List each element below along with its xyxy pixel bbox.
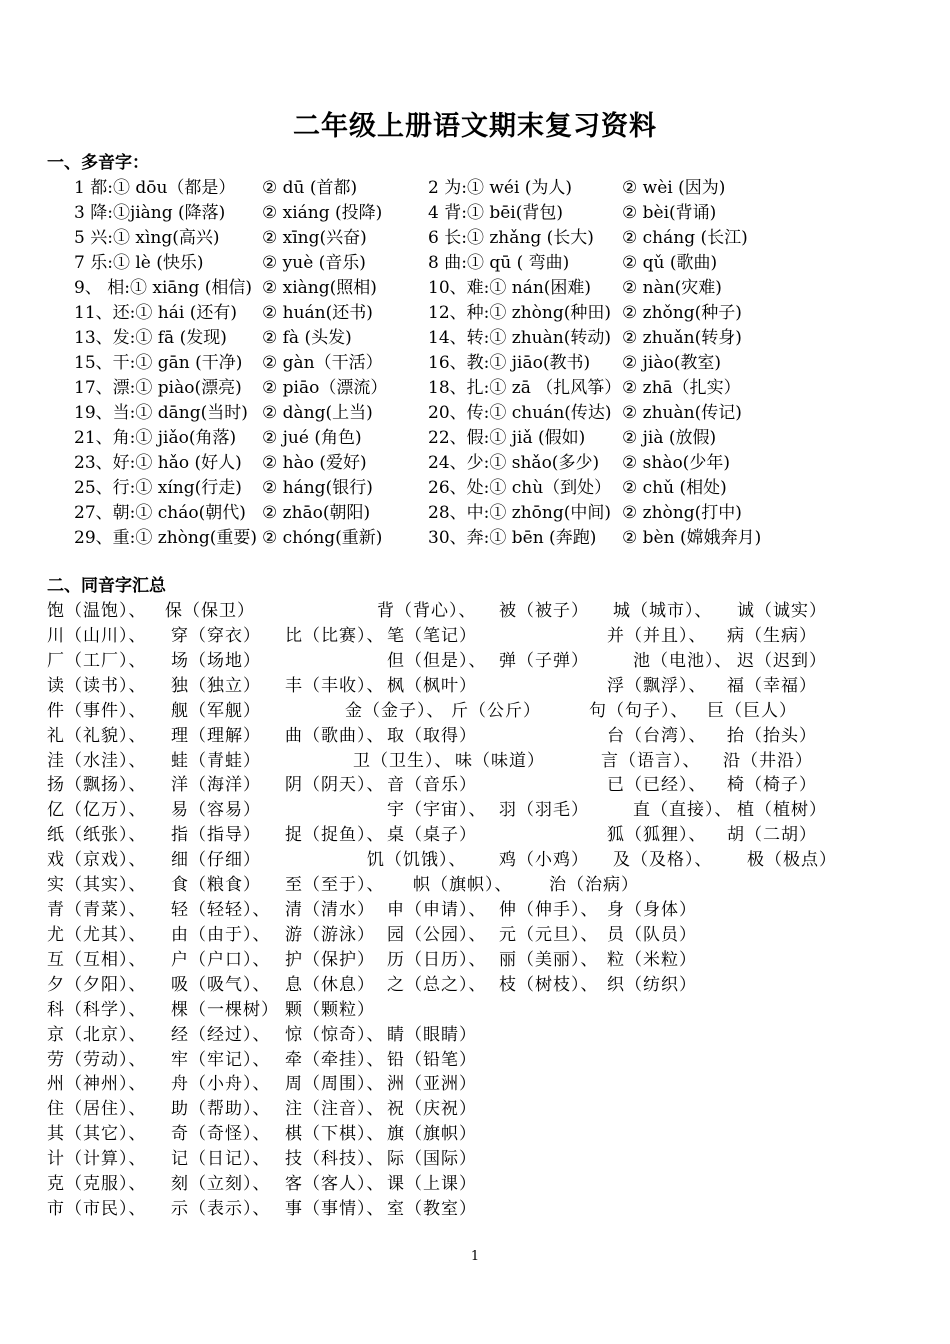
homophone-entry: 理（理解） bbox=[171, 725, 261, 746]
homophone-entry: 记（日记）、 bbox=[171, 1149, 271, 1170]
homophone-entry: 金（金子）、 bbox=[345, 700, 445, 721]
homophone-entry: 但（但是）、 bbox=[387, 650, 487, 671]
homophone-entry: 克（克服）、 bbox=[47, 1174, 147, 1195]
polyphone-entry: ② dū (首都) bbox=[262, 178, 358, 198]
homophone-entry: 息（休息） bbox=[285, 974, 375, 995]
homophone-entry: 比（比赛）、 bbox=[285, 625, 385, 646]
homophone-entry: 诚（诚实） bbox=[737, 601, 827, 621]
homophone-entry: 劳（劳动）、 bbox=[47, 1049, 147, 1070]
polyphone-entry: 21、角:① jiǎo(角落) bbox=[74, 428, 237, 448]
homophone-entry: 弹（子弹） bbox=[499, 650, 589, 671]
homophone-entry: 舰（军舰） bbox=[171, 700, 261, 721]
homophone-entry: 福（幸福） bbox=[727, 675, 817, 696]
polyphone-entry: 5 兴:① xìng(高兴) bbox=[74, 228, 220, 248]
polyphone-entry: ② jué (角色) bbox=[262, 428, 362, 448]
homophone-entry: 身（身体） bbox=[607, 900, 697, 921]
polyphone-entry: 22、假:① jiǎ (假如) bbox=[428, 428, 586, 448]
polyphone-entry: ② chóng(重新) bbox=[262, 528, 383, 548]
polyphone-entry: 6 长:① zhǎng (长大) bbox=[428, 228, 594, 248]
homophone-entry: 读（读书）、 bbox=[47, 675, 147, 696]
polyphone-entry: ② gàn（干活） bbox=[262, 353, 383, 373]
polyphone-entry: 9、 相:① xiāng (相信) bbox=[74, 278, 253, 298]
homophone-entry: 牢（牢记）、 bbox=[171, 1049, 271, 1070]
homophone-entry: 洲（亚洲） bbox=[387, 1074, 477, 1095]
polyphone-entry: 7 乐:① lè (快乐) bbox=[74, 253, 204, 273]
homophone-entry: 音（音乐） bbox=[387, 775, 477, 796]
homophone-entry: 食（粮食） bbox=[171, 875, 261, 896]
homophone-entry: 饱（温饱）、 bbox=[47, 601, 147, 621]
polyphone-entry: 27、朝:① cháo(朝代) bbox=[74, 503, 246, 523]
homophone-entry: 尤（尤其）、 bbox=[47, 924, 147, 945]
homophone-entry: 注（注音）、 bbox=[285, 1099, 385, 1120]
homophone-entry: 抬（抬头） bbox=[727, 725, 817, 746]
polyphone-entry: 4 背:① bēi(背包) bbox=[428, 203, 563, 223]
homophone-entry: 捉（捉鱼）、 bbox=[285, 825, 385, 846]
polyphone-entry: 10、难:① nán(困难) bbox=[428, 278, 592, 298]
polyphone-entry: 3 降:①jiàng (降落) bbox=[74, 203, 226, 223]
homophone-entry: 护（保护） bbox=[285, 949, 375, 970]
homophone-entry: 味（味道） bbox=[455, 750, 545, 771]
homophone-entry: 件（事件）、 bbox=[47, 700, 147, 721]
polyphone-entry: 8 曲:① qū ( 弯曲) bbox=[428, 253, 570, 273]
homophone-entry: 戏（京戏）、 bbox=[47, 850, 147, 871]
polyphone-entry: ② piāo（漂流） bbox=[262, 378, 388, 398]
homophone-entry: 枝（树枝）、 bbox=[499, 974, 599, 995]
polyphone-entry: ② nàn(灾难) bbox=[622, 278, 722, 298]
homophone-entry: 浮（飘浮）、 bbox=[607, 675, 707, 696]
homophone-entry: 事（事情）、 bbox=[285, 1199, 385, 1220]
homophone-entry: 清（清水） bbox=[285, 900, 375, 921]
homophone-entry: 旗（旗帜） bbox=[387, 1124, 477, 1145]
homophone-entry: 帜（旗帜）、 bbox=[413, 875, 513, 896]
homophone-entry: 羽（羽毛） bbox=[499, 800, 589, 821]
homophone-entry: 粒（米粒） bbox=[607, 949, 697, 970]
homophone-entry: 穿（穿衣） bbox=[171, 625, 261, 646]
homophone-entry: 祝（庆祝） bbox=[387, 1099, 477, 1120]
homophone-entry: 颗（颗粒） bbox=[285, 999, 375, 1020]
homophone-entry: 鸡（小鸡） bbox=[499, 850, 589, 871]
section-heading-homophones: 二、同音字汇总 bbox=[47, 576, 166, 596]
polyphone-entry: 17、漂:① piào(漂亮) bbox=[74, 378, 242, 398]
homophone-entry: 铅（铅笔） bbox=[387, 1049, 477, 1070]
homophone-entry: 历（日历）、 bbox=[387, 949, 487, 970]
homophone-entry: 厂（工厂）、 bbox=[47, 650, 147, 671]
polyphone-entry: ② shào(少年) bbox=[622, 453, 730, 473]
homophone-entry: 园（公园）、 bbox=[387, 924, 487, 945]
homophone-entry: 实（其实）、 bbox=[47, 875, 147, 896]
polyphone-entry: ② bèi(背诵) bbox=[622, 203, 717, 223]
homophone-entry: 细（仔细） bbox=[171, 850, 261, 871]
polyphone-entry: 20、传:① chuán(传达) bbox=[428, 403, 612, 423]
homophone-entry: 治（治病） bbox=[549, 875, 639, 896]
homophone-entry: 桌（桌子） bbox=[387, 825, 477, 846]
polyphone-entry: ② bèn (嫦娥奔月) bbox=[622, 528, 762, 548]
homophone-entry: 直（直接）、 bbox=[633, 800, 733, 821]
homophone-entry: 织（纺织） bbox=[607, 974, 697, 995]
homophone-entry: 睛（眼睛） bbox=[387, 1024, 477, 1045]
homophone-entry: 之（总之）、 bbox=[387, 974, 487, 995]
homophone-entry: 住（居住）、 bbox=[47, 1099, 147, 1120]
homophone-entry: 斤（公斤） bbox=[451, 700, 541, 721]
homophone-entry: 川（山川）、 bbox=[47, 625, 147, 646]
homophone-entry: 青（青菜）、 bbox=[47, 900, 147, 921]
polyphone-entry: ② zhāo(朝阳) bbox=[262, 503, 371, 523]
homophone-entry: 计（计算）、 bbox=[47, 1149, 147, 1170]
homophone-entry: 室（教室） bbox=[387, 1199, 477, 1220]
homophone-entry: 亿（亿万）、 bbox=[47, 800, 147, 821]
polyphone-entry: ② háng(银行) bbox=[262, 478, 373, 498]
polyphone-entry: ② yuè (音乐) bbox=[262, 253, 366, 273]
homophone-entry: 极（极点） bbox=[747, 850, 837, 871]
homophone-entry: 笔（笔记） bbox=[387, 625, 477, 646]
homophone-entry: 其（其它）、 bbox=[47, 1124, 147, 1145]
homophone-entry: 经（经过）、 bbox=[171, 1024, 271, 1045]
homophone-entry: 刻（立刻）、 bbox=[171, 1174, 271, 1195]
homophone-entry: 州（神州）、 bbox=[47, 1074, 147, 1095]
homophone-entry: 课（上课） bbox=[387, 1174, 477, 1195]
homophone-entry: 际（国际） bbox=[387, 1149, 477, 1170]
homophone-entry: 洼（水洼）、 bbox=[47, 750, 147, 771]
homophone-entry: 棵（一棵树） bbox=[171, 999, 279, 1020]
homophone-entry: 场（场地） bbox=[171, 650, 261, 671]
polyphone-entry: 26、处:① chù（到处） bbox=[428, 478, 612, 498]
polyphone-entry: 28、中:① zhōng(中间) bbox=[428, 503, 611, 523]
homophone-entry: 句（句子）、 bbox=[589, 700, 689, 721]
homophone-entry: 申（申请）、 bbox=[387, 900, 487, 921]
homophone-entry: 保（保卫） bbox=[165, 601, 255, 621]
homophone-entry: 植（植树） bbox=[737, 800, 827, 821]
polyphone-entry: 19、当:① dāng(当时) bbox=[74, 403, 248, 423]
homophone-entry: 舟（小舟）、 bbox=[171, 1074, 271, 1095]
homophone-entry: 技（科技）、 bbox=[285, 1149, 385, 1170]
homophone-entry: 及（及格）、 bbox=[613, 850, 713, 871]
polyphone-entry: 1 都:① dōu（都是） bbox=[74, 178, 236, 198]
homophone-entry: 已（已经）、 bbox=[607, 775, 707, 796]
homophone-entry: 京（北京）、 bbox=[47, 1024, 147, 1045]
homophone-entry: 被（被子） bbox=[499, 601, 589, 621]
homophone-entry: 助（帮助）、 bbox=[171, 1099, 271, 1120]
homophone-entry: 客（客人）、 bbox=[285, 1174, 385, 1195]
homophone-entry: 易（容易） bbox=[171, 800, 261, 821]
polyphone-entry: 18、扎:① zā （扎风筝） bbox=[428, 378, 622, 398]
homophone-entry: 取（取得） bbox=[387, 725, 477, 746]
polyphone-entry: ② chǔ (相处) bbox=[622, 478, 727, 498]
polyphone-entry: 29、重:① zhòng(重要) bbox=[74, 528, 257, 548]
homophone-entry: 蛙（青蛙） bbox=[171, 750, 261, 771]
homophone-entry: 扬（飘扬）、 bbox=[47, 775, 147, 796]
homophone-entry: 沿（井沿） bbox=[723, 750, 813, 771]
polyphone-entry: 13、发:① fā (发现) bbox=[74, 328, 227, 348]
homophone-entry: 市（市民）、 bbox=[47, 1199, 147, 1220]
polyphone-entry: ② xīng(兴奋) bbox=[262, 228, 367, 248]
homophone-entry: 指（指导） bbox=[171, 825, 261, 846]
homophone-entry: 城（城市）、 bbox=[613, 601, 713, 621]
homophone-entry: 曲（歌曲）、 bbox=[285, 725, 385, 746]
homophone-entry: 迟（迟到） bbox=[737, 650, 827, 671]
homophone-entry: 宇（宇宙）、 bbox=[387, 800, 487, 821]
homophone-entry: 池（电池）、 bbox=[633, 650, 733, 671]
homophone-entry: 洋（海洋） bbox=[171, 775, 261, 796]
polyphone-entry: ② jiào(教室) bbox=[622, 353, 721, 373]
homophone-entry: 台（台湾）、 bbox=[607, 725, 707, 746]
homophone-entry: 狐（狐狸）、 bbox=[607, 825, 707, 846]
homophone-entry: 背（背心）、 bbox=[377, 601, 477, 621]
homophone-entry: 示（表示）、 bbox=[171, 1199, 271, 1220]
homophone-entry: 阴（阴天）、 bbox=[285, 775, 385, 796]
polyphone-entry: ② zhā（扎实） bbox=[622, 378, 741, 398]
homophone-entry: 卫（卫生）、 bbox=[353, 750, 453, 771]
polyphone-entry: ② xiáng (投降) bbox=[262, 203, 383, 223]
homophone-entry: 夕（夕阳）、 bbox=[47, 974, 147, 995]
homophone-entry: 枫（枫叶） bbox=[387, 675, 477, 696]
polyphone-entry: ② dàng(上当) bbox=[262, 403, 373, 423]
homophone-entry: 轻（轻轻）、 bbox=[171, 900, 271, 921]
homophone-entry: 丽（美丽）、 bbox=[499, 949, 599, 970]
polyphone-entry: 15、干:① gān (干净) bbox=[74, 353, 243, 373]
homophone-entry: 互（互相）、 bbox=[47, 949, 147, 970]
homophone-entry: 奇（奇怪）、 bbox=[171, 1124, 271, 1145]
homophone-entry: 并（并且）、 bbox=[607, 625, 707, 646]
homophone-entry: 惊（惊奇）、 bbox=[285, 1024, 385, 1045]
polyphone-entry: 30、奔:① bēn (奔跑) bbox=[428, 528, 597, 548]
homophone-entry: 至（至于）、 bbox=[285, 875, 385, 896]
homophone-entry: 胡（二胡） bbox=[727, 825, 817, 846]
polyphone-entry: ② hào (爱好) bbox=[262, 453, 367, 473]
homophone-entry: 椅（椅子） bbox=[727, 775, 817, 796]
polyphone-entry: ② zhuàn(传记) bbox=[622, 403, 742, 423]
polyphone-entry: ② huán(还书) bbox=[262, 303, 373, 323]
homophone-entry: 棋（下棋）、 bbox=[285, 1124, 385, 1145]
polyphone-entry: 11、还:① hái (还有) bbox=[74, 303, 237, 323]
section-heading-polyphones: 一、多音字： bbox=[47, 153, 149, 173]
polyphone-entry: ② xiàng(照相) bbox=[262, 278, 377, 298]
homophone-entry: 言（语言）、 bbox=[601, 750, 701, 771]
homophone-entry: 饥（饥饿）、 bbox=[367, 850, 467, 871]
homophone-entry: 吸（吸气）、 bbox=[171, 974, 271, 995]
homophone-entry: 游（游泳） bbox=[285, 924, 375, 945]
homophone-entry: 丰（丰收）、 bbox=[285, 675, 385, 696]
homophone-entry: 独（独立） bbox=[171, 675, 261, 696]
polyphone-entry: 14、转:① zhuàn(转动) bbox=[428, 328, 611, 348]
homophone-entry: 户（户口）、 bbox=[171, 949, 271, 970]
homophone-entry: 牵（牵挂）、 bbox=[285, 1049, 385, 1070]
homophone-entry: 纸（纸张）、 bbox=[47, 825, 147, 846]
homophone-entry: 员（队员） bbox=[607, 924, 697, 945]
polyphone-entry: 2 为:① wéi (为人) bbox=[428, 178, 573, 198]
polyphone-entry: ② cháng (长江) bbox=[622, 228, 748, 248]
polyphone-entry: 16、教:① jiāo(教书) bbox=[428, 353, 591, 373]
polyphone-entry: ② qǔ (歌曲) bbox=[622, 253, 718, 273]
polyphone-entry: ② zhǒng(种子) bbox=[622, 303, 742, 323]
homophone-entry: 礼（礼貌）、 bbox=[47, 725, 147, 746]
homophone-entry: 周（周围）、 bbox=[285, 1074, 385, 1095]
polyphone-entry: ② zhuǎn(转身) bbox=[622, 328, 742, 348]
homophone-entry: 由（由于）、 bbox=[171, 924, 271, 945]
polyphone-entry: ② wèi (因为) bbox=[622, 178, 726, 198]
polyphone-entry: 12、种:① zhòng(种田) bbox=[428, 303, 611, 323]
polyphone-entry: ② fà (头发) bbox=[262, 328, 352, 348]
homophone-entry: 病（生病） bbox=[727, 625, 817, 646]
page-title: 二年级上册语文期末复习资料 bbox=[293, 111, 657, 142]
polyphone-entry: ② zhòng(打中) bbox=[622, 503, 742, 523]
page-number: 1 bbox=[470, 1249, 480, 1264]
homophone-entry: 元（元旦）、 bbox=[499, 924, 599, 945]
homophone-entry: 伸（伸手）、 bbox=[499, 900, 599, 921]
polyphone-entry: 24、少:① shǎo(多少) bbox=[428, 453, 600, 473]
homophone-entry: 科（科学）、 bbox=[47, 999, 147, 1020]
polyphone-entry: ② jià (放假) bbox=[622, 428, 717, 448]
polyphone-entry: 23、好:① hǎo (好人) bbox=[74, 453, 242, 473]
homophone-entry: 巨（巨人） bbox=[707, 700, 797, 721]
polyphone-entry: 25、行:① xíng(行走) bbox=[74, 478, 242, 498]
